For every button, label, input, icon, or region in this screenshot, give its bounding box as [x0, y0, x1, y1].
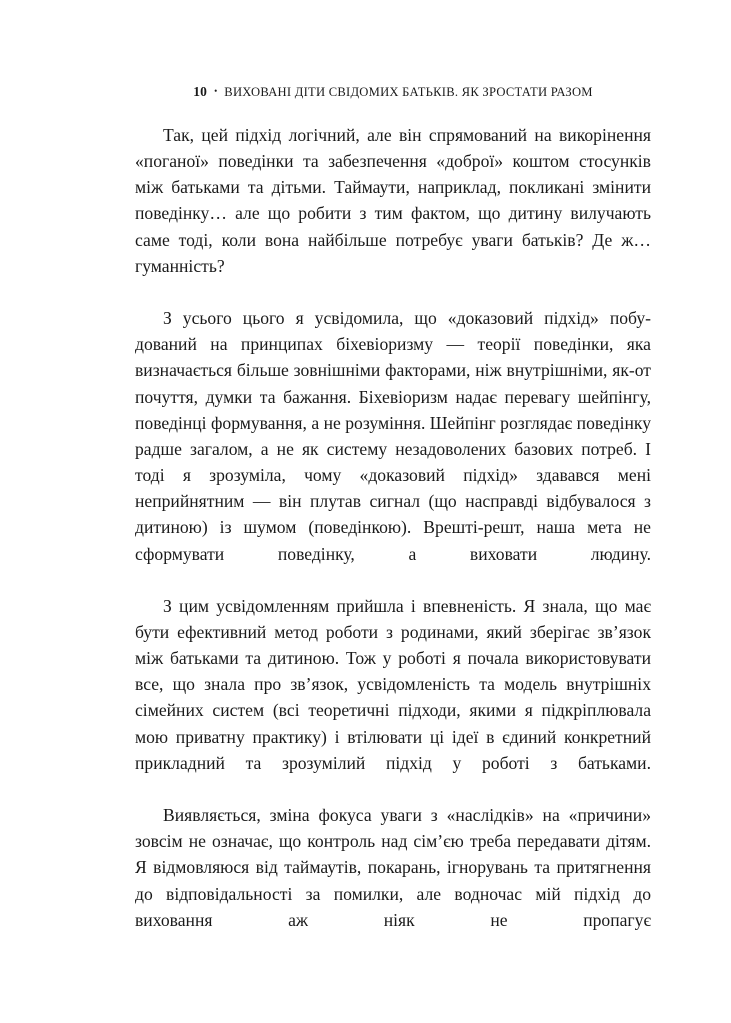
bullet-separator-icon: •: [214, 85, 218, 96]
running-head: [135, 84, 651, 102]
paragraph: Так, цей підхід логічний, але він спрямований на викорінення «поганої» поведінки та забезпечення «доброї» коштом стосунків між батьками та дітьми. Таймаути, наприклад, покликані змінити поведінку… але що робити з тим фактом, що дитину вилучають саме тоді, коли вона найбільше потребує уваги батьків? Де ж… гуманність?: [135, 125, 651, 276]
paragraph: З усього цього я усвідомила, що «доказовий підхід» побудований на принципах біхевіоризму — теорії поведінки, яка визначається більше зовнішніми факторами, ніж внутрішніми, як-от почуття, думки та бажання. Біхевіоризм надає перевагу шейпінгу, поведінці формування, а не розуміння. Шейпінг розглядає поведінку радше загалом, а не як систему незадоволених базових потреб. І тоді я зрозуміла, чому «доказовий підхід» здавався мені неприйнятним — він плутав сигнал (що насправді відбувалося з дитиною) із шумом (поведінкою). Врешті-решт, наша мета не сформувати поведінку, а виховати людину.: [135, 308, 651, 564]
paragraph: Виявляється, зміна фокуса уваги з «наслідків» на «причини» зовсім не означає, що контроль над сім’єю треба передавати дітям. Я відмовляюся від таймаутів, покарань, ігнорувань та притягнення до відповідальності за помилки, але водночас мій підхід до виховання аж ніяк не пропагує: [135, 805, 651, 930]
running-head-title: ВИХОВАНІ ДІТИ СВІДОМИХ БАТЬКІВ. ЯК ЗРОСТАТИ РАЗОМ: [224, 85, 593, 99]
paragraph: З цим усвідомленням прийшла і впевненість. Я знала, що має бути ефективний метод роботи з родинами, який зберігає зв’язок між батьками та дитиною. Тож у роботі я почала використовувати все, що знала про зв’язок, усвідомленість та модель внутрішніх сімейних систем (всі теоретичні підходи, якими я підкріплювала мою приватну практику) і втілювати ці ідеї в єдиний конкретний прикладний та зрозумілий підхід у роботі з батьками.: [135, 595, 651, 773]
body-text-block: [135, 122, 651, 959]
page-number: 10: [193, 84, 208, 99]
